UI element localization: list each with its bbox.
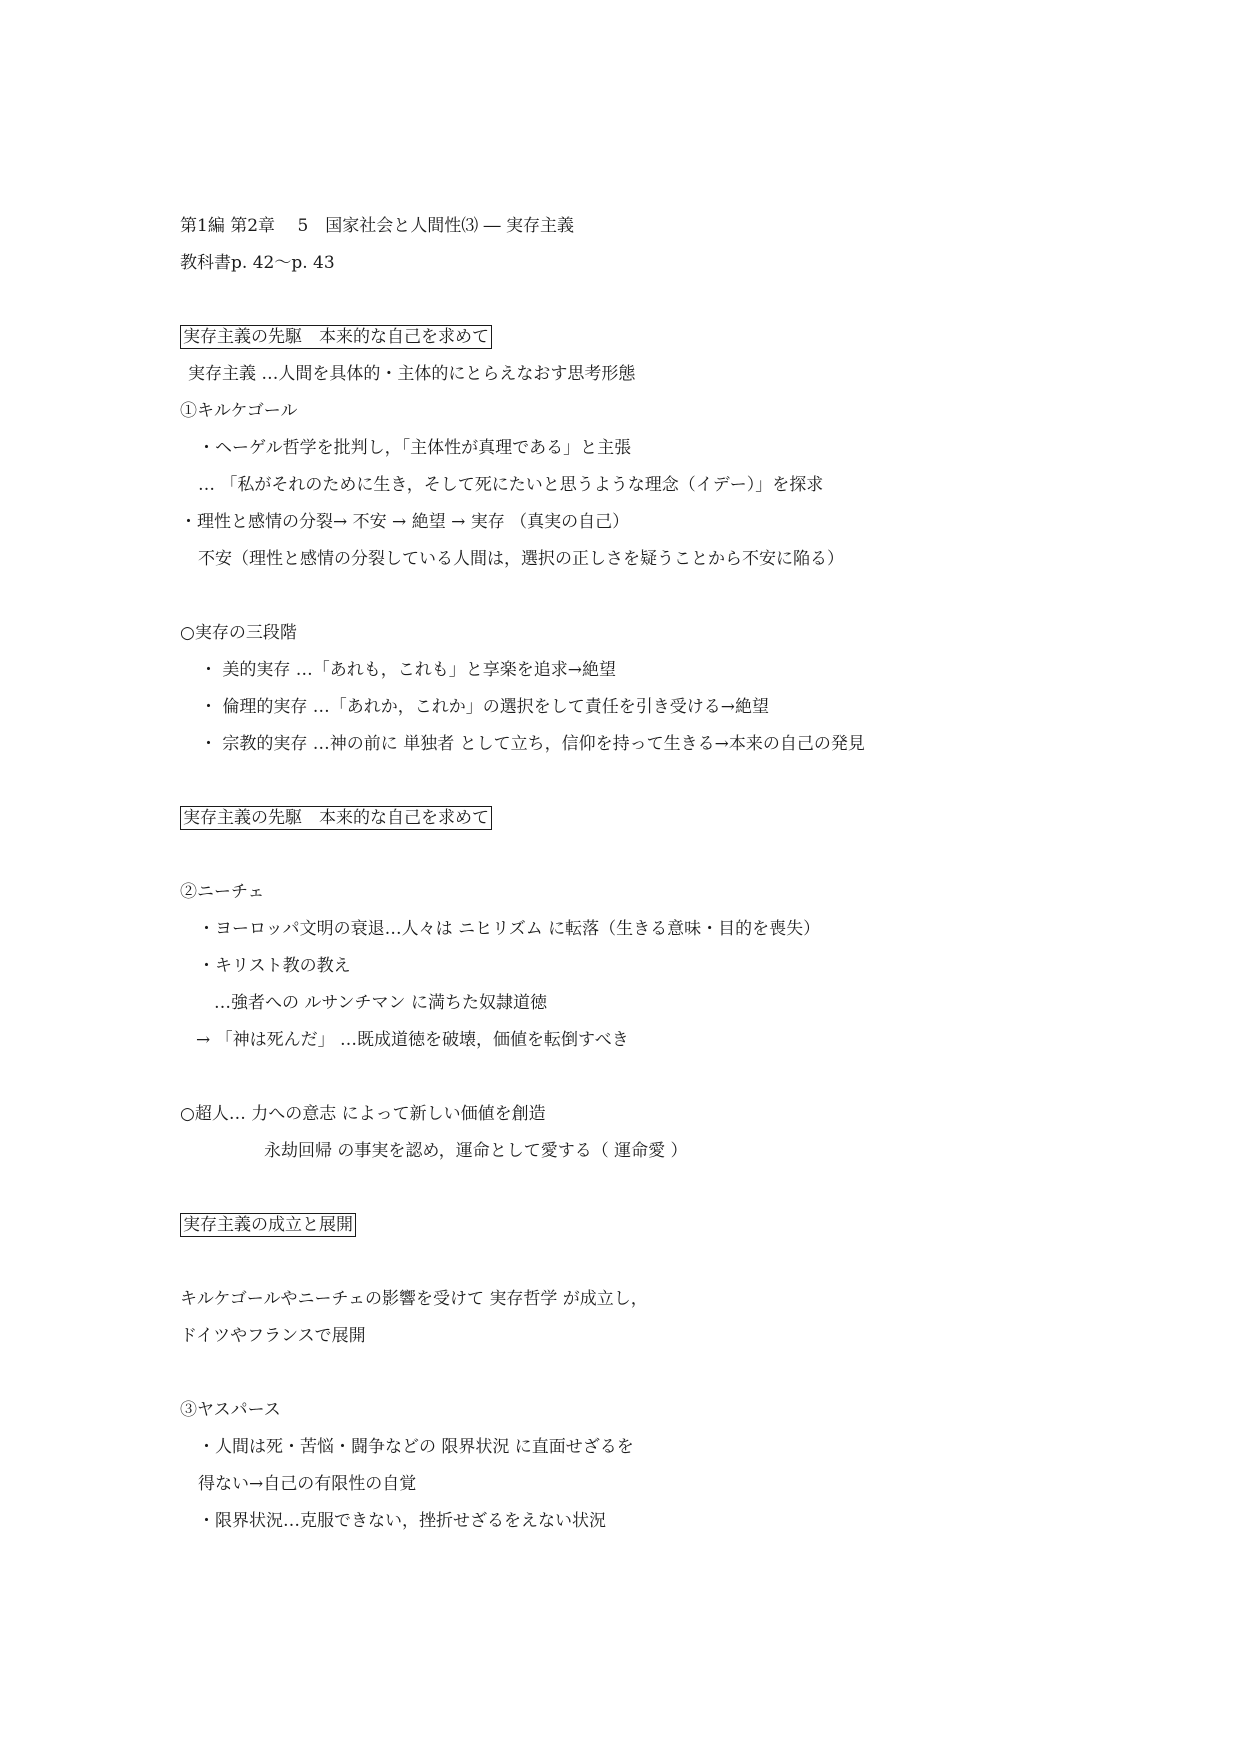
nietzsche-point-1: ・ヨーロッパ文明の衰退…人々は ニヒリズム に転落（生きる意味・目的を喪失） bbox=[198, 919, 821, 939]
nietzsche-point-3: …強者への ルサンチマン に満ちた奴隷道徳 bbox=[214, 993, 547, 1013]
three-stages-title: ○実存の三段階 bbox=[180, 623, 297, 643]
textbook-pages: 教科書p. 42〜p. 43 bbox=[180, 253, 335, 273]
kierkegaard-point-2: … 「私がそれのために生き，そして死にたいと思うような理念（イデー）」を探求 bbox=[198, 475, 824, 495]
section3-intro-1: キルケゴールやニーチェの影響を受けて 実存哲学 が成立し， bbox=[180, 1289, 648, 1309]
kierkegaard-heading: ①キルケゴール bbox=[180, 401, 298, 421]
jaspers-point-3: ・限界状況…克服できない，挫折せざるをえない状況 bbox=[198, 1511, 606, 1531]
superman-line: ○超人… 力への意志 によって新しい価値を創造 bbox=[180, 1104, 546, 1124]
eternal-return-line: 永劫回帰 の事実を認め，運命として愛する（ 運命愛 ） bbox=[264, 1141, 688, 1161]
jaspers-heading: ③ヤスパース bbox=[180, 1400, 281, 1420]
section1-heading-row bbox=[180, 325, 492, 349]
section3-intro-2: ドイツやフランスで展開 bbox=[180, 1326, 366, 1346]
stage-aesthetic: ・ 美的実存 …「あれも，これも」と享楽を追求→絶望 bbox=[200, 660, 617, 680]
nietzsche-heading: ②ニーチェ bbox=[180, 882, 265, 902]
nietzsche-point-2: ・キリスト教の教え bbox=[198, 956, 351, 976]
jaspers-point-1: ・人間は死・苦悩・闘争などの 限界状況 に直面せざるを bbox=[198, 1437, 634, 1457]
section1-heading: 実存主義の先駆 本来的な自己を求めて bbox=[180, 325, 492, 349]
kierkegaard-point-1: ・ヘーゲル哲学を批判し，「主体性が真理である」と主張 bbox=[198, 438, 632, 458]
jaspers-point-2: 得ない→自己の有限性の自覚 bbox=[198, 1474, 417, 1494]
section3-heading-row bbox=[180, 1213, 356, 1237]
section2-heading: 実存主義の先駆 本来的な自己を求めて bbox=[180, 806, 492, 830]
nietzsche-point-4: → 「神は死んだ」 …既成道徳を破壊，価値を転倒すべき bbox=[196, 1030, 629, 1050]
existentialism-definition: 実存主義 …人間を具体的・主体的にとらえなおす思考形態 bbox=[188, 364, 636, 384]
stage-ethical: ・ 倫理的実存 …「あれか，これか」の選択をして責任を引き受ける→絶望 bbox=[200, 697, 770, 717]
page-title: 第1編 第2章 5 国家社会と人間性⑶ ― 実存主義 bbox=[180, 216, 575, 236]
section3-heading: 実存主義の成立と展開 bbox=[180, 1213, 356, 1237]
kierkegaard-point-3: ・理性と感情の分裂→ 不安 → 絶望 → 実存 （真実の自己） bbox=[180, 512, 630, 532]
kierkegaard-point-4: 不安（理性と感情の分裂している人間は，選択の正しさを疑うことから不安に陥る） bbox=[198, 549, 844, 569]
section2-heading-row bbox=[180, 806, 492, 830]
stage-religious: ・ 宗教的実存 …神の前に 単独者 として立ち，信仰を持って生きる→本来の自己の発見 bbox=[200, 734, 865, 754]
